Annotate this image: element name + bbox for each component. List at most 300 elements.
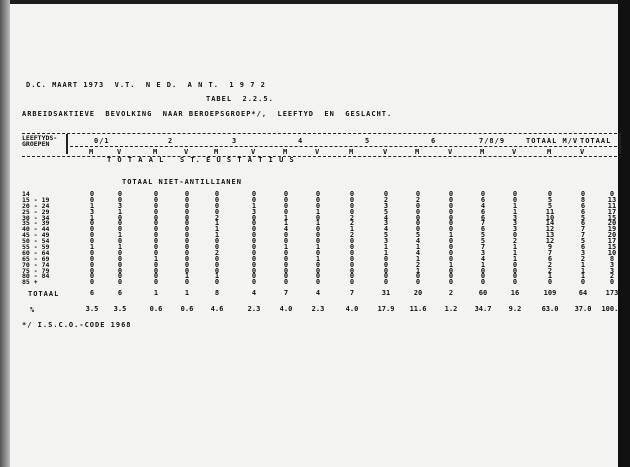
data-column — [247, 192, 261, 286]
table-cell: 0 — [89, 272, 95, 281]
table-title: ARBEIDSAKTIEVE BEVOLKING NAAR BEROEPSGROEP*/, LEEFTYD EN GESLACHT. — [22, 110, 393, 118]
column-percent: 3.5 — [113, 305, 127, 313]
header-divider — [66, 134, 68, 154]
sex-header: M — [415, 148, 421, 156]
table-cell: 1 — [184, 272, 190, 281]
column-total: 173 — [605, 289, 619, 297]
table-cell: 0 — [448, 254, 454, 263]
table-cell: 0 — [89, 254, 95, 263]
table-cell: 0 — [349, 254, 355, 263]
table-cell: 13 — [607, 195, 617, 204]
data-column — [411, 192, 425, 286]
column-total: 20 — [413, 289, 423, 297]
column-percent: 0.6 — [149, 305, 163, 313]
table-cell: 0 — [153, 207, 159, 216]
table-cell: 0 — [512, 272, 518, 281]
table-cell: 0 — [117, 248, 123, 257]
age-group-label: 80 - 84 — [22, 272, 50, 281]
data-column — [576, 192, 590, 286]
age-group-label: 20 - 24 — [22, 201, 50, 210]
table-cell: 0 — [315, 237, 321, 246]
header-rule-mid — [70, 146, 622, 147]
table-cell: 0 — [184, 278, 190, 287]
table-cell: 1 — [283, 219, 289, 228]
table-cell: 1 — [448, 231, 454, 240]
table-cell: 0 — [184, 201, 190, 210]
footnote: */ I.S.C.O.-CODE 1968 — [22, 321, 132, 329]
column-group-header: TOTAAL M/V — [526, 137, 579, 145]
table-cell: 1 — [580, 260, 586, 269]
sex-header: V — [448, 148, 454, 156]
table-cell: 0 — [315, 231, 321, 240]
table-cell: 0 — [283, 237, 289, 246]
table-cell: 1 — [117, 231, 123, 240]
table-cell: 0 — [349, 195, 355, 204]
age-group-label: 70 - 74 — [22, 260, 50, 269]
column-percent: 37.0 — [574, 305, 592, 313]
table-cell: 6 — [580, 243, 586, 252]
table-cell: 0 — [89, 278, 95, 287]
table-cell: 0 — [89, 231, 95, 240]
table-cell: 0 — [214, 237, 220, 246]
table-cell: 0 — [153, 272, 159, 281]
table-cell: 20 — [607, 219, 617, 228]
column-percent: 9.2 — [508, 305, 522, 313]
table-cell: 0 — [214, 207, 220, 216]
table-cell: 0 — [480, 278, 486, 287]
table-cell: 0 — [117, 278, 123, 287]
table-cell: 2 — [547, 266, 553, 275]
table-cell: 1 — [214, 272, 220, 281]
table-cell: 0 — [448, 225, 454, 234]
age-group-label: 40 - 44 — [22, 225, 50, 234]
sex-header: M — [214, 148, 220, 156]
table-cell: 0 — [315, 201, 321, 210]
table-cell: 1 — [117, 207, 123, 216]
table-cell: 0 — [283, 190, 289, 198]
table-cell: 0 — [383, 266, 389, 275]
table-cell: 0 — [512, 278, 518, 287]
table-cell: 0 — [117, 254, 123, 263]
table-cell: 2 — [580, 254, 586, 263]
age-group-label: 65 - 69 — [22, 254, 50, 263]
table-cell: 0 — [448, 243, 454, 252]
table-cell: 0 — [283, 195, 289, 204]
table-cell: 0 — [283, 254, 289, 263]
table-cell: 0 — [117, 272, 123, 281]
table-cell: 0 — [251, 248, 257, 257]
table-cell: 0 — [283, 231, 289, 240]
table-cell: 0 — [214, 190, 220, 198]
table-cell: 1 — [214, 219, 220, 228]
column-percent: 2.3 — [311, 305, 325, 313]
column-percent: 4.0 — [345, 305, 359, 313]
table-cell: 0 — [580, 278, 586, 287]
table-cell: 0 — [153, 260, 159, 269]
table-cell: 0 — [349, 207, 355, 216]
table-cell: 0 — [251, 272, 257, 281]
table-cell: 4 — [415, 248, 421, 257]
table-cell: 3 — [383, 219, 389, 228]
table-cell: 0 — [153, 243, 159, 252]
table-cell: 3 — [383, 201, 389, 210]
column-percent: 63.0 — [541, 305, 559, 313]
table-cell: 0 — [512, 231, 518, 240]
table-cell: 0 — [214, 195, 220, 204]
table-cell: 6 — [547, 254, 553, 263]
table-cell: 0 — [89, 248, 95, 257]
table-cell: 0 — [251, 213, 257, 222]
data-column — [444, 192, 458, 286]
table-cell: 3 — [89, 207, 95, 216]
table-cell: 0 — [251, 190, 257, 198]
data-column — [149, 192, 163, 286]
table-cell: 0 — [315, 225, 321, 234]
column-total: 1 — [184, 289, 190, 297]
table-cell: 1 — [214, 225, 220, 234]
table-cell: 0 — [349, 248, 355, 257]
table-cell: 1 — [448, 260, 454, 269]
table-cell: 0 — [251, 278, 257, 287]
table-cell: 6 — [480, 213, 486, 222]
column-group-header: 0/1 — [94, 137, 110, 145]
table-cell: 0 — [415, 225, 421, 234]
table-cell: 0 — [415, 201, 421, 210]
table-cell: 0 — [349, 266, 355, 275]
table-cell: 0 — [153, 219, 159, 228]
table-cell: 0 — [184, 237, 190, 246]
section-title: T O T A A L S T. E U S T A T I U S — [107, 156, 295, 164]
table-cell: 13 — [545, 231, 555, 240]
table-cell: 0 — [315, 195, 321, 204]
table-cell: 1 — [512, 243, 518, 252]
table-cell: 0 — [251, 237, 257, 246]
table-cell: 2 — [383, 195, 389, 204]
table-cell: 0 — [480, 190, 486, 198]
table-cell: 0 — [547, 190, 553, 198]
column-percent: 0.6 — [180, 305, 194, 313]
table-cell: 0 — [547, 278, 553, 287]
table-cell: 0 — [153, 266, 159, 275]
table-cell: 1 — [415, 266, 421, 275]
column-group-header: 3 — [232, 137, 238, 145]
table-cell: 0 — [184, 260, 190, 269]
table-cell: 0 — [117, 237, 123, 246]
table-cell: 1 — [315, 243, 321, 252]
table-cell: 1 — [480, 260, 486, 269]
column-percent: 4.6 — [210, 305, 224, 313]
table-cell: 0 — [349, 272, 355, 281]
table-cell: 8 — [580, 195, 586, 204]
table-cell: 0 — [184, 213, 190, 222]
table-cell: 0 — [184, 207, 190, 216]
table-cell: 0 — [153, 201, 159, 210]
table-cell: 0 — [283, 266, 289, 275]
data-column — [476, 192, 490, 286]
table-cell: 5 — [480, 231, 486, 240]
table-cell: 0 — [251, 225, 257, 234]
age-group-label: 55 - 59 — [22, 243, 50, 252]
table-cell: 4 — [283, 225, 289, 234]
table-cell: 0 — [184, 190, 190, 198]
table-cell: 0 — [89, 260, 95, 269]
column-percent: 1.2 — [444, 305, 458, 313]
table-cell: 0 — [283, 207, 289, 216]
row-header-line1: LEEFTYDS- — [22, 134, 58, 142]
table-cell: 3 — [251, 207, 257, 216]
table-cell: 0 — [448, 190, 454, 198]
table-cell: 0 — [512, 195, 518, 204]
table-cell: 0 — [251, 260, 257, 269]
column-percent: 2.3 — [247, 305, 261, 313]
table-cell: 0 — [251, 254, 257, 263]
data-column — [345, 192, 359, 286]
table-cell: 0 — [415, 272, 421, 281]
table-cell: 7 — [547, 248, 553, 257]
table-cell: 0 — [609, 190, 615, 198]
table-cell: 6 — [480, 195, 486, 204]
table-cell: 0 — [512, 190, 518, 198]
scan-left-edge — [0, 0, 10, 467]
table-cell: 0 — [117, 195, 123, 204]
table-cell: 0 — [153, 225, 159, 234]
table-cell: 0 — [153, 278, 159, 287]
table-cell: 0 — [89, 225, 95, 234]
column-total: 8 — [214, 289, 220, 297]
table-cell: 0 — [480, 272, 486, 281]
data-column — [508, 192, 522, 286]
table-cell: 0 — [315, 213, 321, 222]
table-cell: 1 — [547, 272, 553, 281]
table-cell: 0 — [283, 260, 289, 269]
data-column — [180, 192, 194, 286]
table-cell: 0 — [283, 248, 289, 257]
table-cell: 0 — [349, 243, 355, 252]
table-cell: 0 — [512, 266, 518, 275]
age-group-label: 50 - 54 — [22, 237, 50, 246]
column-percent: 3.5 — [85, 305, 99, 313]
table-cell: 12 — [545, 237, 555, 246]
table-cell: 11 — [545, 207, 555, 216]
table-cell: 0 — [448, 201, 454, 210]
table-cell: 5 — [547, 201, 553, 210]
data-column — [210, 192, 224, 286]
table-cell: 5 — [547, 195, 553, 204]
table-number: TABEL 2.2.5. — [206, 95, 274, 103]
row-header — [22, 135, 57, 147]
table-cell: 0 — [153, 195, 159, 204]
table-cell: 0 — [184, 231, 190, 240]
table-cell: 0 — [448, 207, 454, 216]
table-cell: 1 — [415, 254, 421, 263]
table-cell: 11 — [607, 201, 617, 210]
table-cell: 0 — [89, 190, 95, 198]
table-cell: 8 — [609, 254, 615, 263]
table-cell: 7 — [480, 219, 486, 228]
sex-header: V — [251, 148, 257, 156]
table-cell: 1 — [383, 248, 389, 257]
table-cell: 1 — [580, 266, 586, 275]
scan-right-edge — [618, 0, 630, 467]
table-cell: 4 — [415, 237, 421, 246]
table-cell: 0 — [283, 278, 289, 287]
column-total: 109 — [543, 289, 557, 297]
age-group-label: 85 + — [22, 278, 38, 287]
table-cell: 5 — [580, 213, 586, 222]
column-total: 6 — [89, 289, 95, 297]
table-cell: 2 — [547, 260, 553, 269]
table-cell: 3 — [383, 237, 389, 246]
table-cell: 17 — [607, 237, 617, 246]
total-label: TOTAAL — [28, 290, 60, 298]
table-cell: 0 — [415, 213, 421, 222]
age-group-label: 30 - 34 — [22, 213, 50, 222]
table-cell: 0 — [89, 237, 95, 246]
table-cell: 0 — [415, 219, 421, 228]
table-cell: 1 — [512, 248, 518, 257]
data-column — [311, 192, 325, 286]
column-total: 7 — [349, 289, 355, 297]
table-cell: 17 — [607, 207, 617, 216]
table-cell: 6 — [580, 201, 586, 210]
table-cell: 0 — [153, 213, 159, 222]
table-cell: 0 — [283, 201, 289, 210]
table-cell: 0 — [184, 225, 190, 234]
table-cell: 0 — [349, 237, 355, 246]
table-cell: 0 — [383, 254, 389, 263]
table-cell: 1 — [117, 243, 123, 252]
table-cell: 2 — [512, 237, 518, 246]
age-group-labels — [22, 192, 49, 286]
table-cell: 0 — [315, 272, 321, 281]
table-cell: 14 — [545, 219, 555, 228]
table-cell: 1 — [512, 201, 518, 210]
column-total: 16 — [510, 289, 520, 297]
table-cell: 5 — [415, 231, 421, 240]
table-cell: 0 — [448, 237, 454, 246]
table-cell: 0 — [609, 278, 615, 287]
sex-header: V — [580, 148, 586, 156]
table-cell: 1 — [512, 207, 518, 216]
table-cell: 0 — [448, 272, 454, 281]
table-cell: 0 — [448, 248, 454, 257]
table-cell: 0 — [89, 266, 95, 275]
age-group-label: 25 - 29 — [22, 207, 50, 216]
table-cell: 4 — [480, 201, 486, 210]
table-cell: 0 — [117, 219, 123, 228]
table-cell: 19 — [607, 225, 617, 234]
table-cell: 15 — [607, 213, 617, 222]
table-cell: 0 — [89, 219, 95, 228]
table-cell: 3 — [580, 248, 586, 257]
age-group-label: 15 - 19 — [22, 195, 50, 204]
table-cell: 0 — [184, 219, 190, 228]
sex-header: M — [283, 148, 289, 156]
table-cell: 3 — [117, 201, 123, 210]
table-cell: 3 — [609, 260, 615, 269]
sex-header: M — [547, 148, 553, 156]
table-cell: 1 — [349, 225, 355, 234]
table-cell: 3 — [512, 225, 518, 234]
table-cell: 7 — [580, 225, 586, 234]
table-cell: 5 — [383, 207, 389, 216]
sex-header: M — [480, 148, 486, 156]
table-cell: 2 — [214, 248, 220, 257]
table-cell: 10 — [545, 213, 555, 222]
table-cell: 0 — [153, 248, 159, 257]
table-cell: 1 — [415, 243, 421, 252]
table-cell: 2 — [349, 231, 355, 240]
sex-header: V — [117, 148, 123, 156]
column-total: 60 — [478, 289, 488, 297]
table-cell: 0 — [153, 190, 159, 198]
table-cell: 0 — [251, 231, 257, 240]
table-cell: 0 — [315, 248, 321, 257]
table-cell: 2 — [609, 272, 615, 281]
table-cell: 0 — [315, 266, 321, 275]
age-group-label: 14 — [22, 190, 30, 198]
table-cell: 3 — [480, 248, 486, 257]
column-total: 2 — [448, 289, 454, 297]
table-cell: 6 — [480, 225, 486, 234]
table-cell: 0 — [214, 243, 220, 252]
column-total: 1 — [153, 289, 159, 297]
table-cell: 1 — [214, 231, 220, 240]
table-cell: 0 — [184, 195, 190, 204]
table-cell: 1 — [580, 272, 586, 281]
table-cell: 1 — [283, 213, 289, 222]
table-cell: 20 — [607, 231, 617, 240]
table-cell: 0 — [117, 266, 123, 275]
table-cell: 6 — [480, 207, 486, 216]
table-cell: 0 — [448, 195, 454, 204]
table-cell: 6 — [580, 219, 586, 228]
column-percent: 4.0 — [279, 305, 293, 313]
table-cell: 3 — [609, 266, 615, 275]
sex-header: V — [184, 148, 190, 156]
table-cell: 0 — [448, 266, 454, 275]
column-group-header: 4 — [298, 137, 304, 145]
table-cell: 0 — [448, 278, 454, 287]
table-cell: 0 — [251, 266, 257, 275]
table-cell: 0 — [315, 278, 321, 287]
header-divider-right — [619, 134, 621, 154]
table-cell: 1 — [89, 201, 95, 210]
data-column — [85, 192, 99, 286]
table-cell: 0 — [251, 243, 257, 252]
table-cell: 0 — [117, 225, 123, 234]
table-cell: 1 — [315, 219, 321, 228]
table-cell: 2 — [214, 213, 220, 222]
table-cell: 2 — [415, 260, 421, 269]
table-cell: 15 — [607, 243, 617, 252]
table-cell: 0 — [214, 278, 220, 287]
column-group-header: 2 — [168, 137, 174, 145]
table-cell: 0 — [117, 260, 123, 269]
table-cell: 3 — [512, 219, 518, 228]
data-column — [113, 192, 127, 286]
column-total: 4 — [315, 289, 321, 297]
table-cell: 4 — [383, 213, 389, 222]
table-cell: 4 — [480, 254, 486, 263]
table-cell: 0 — [214, 266, 220, 275]
table-cell: 0 — [153, 231, 159, 240]
table-cell: 0 — [214, 260, 220, 269]
table-cell: 4 — [383, 225, 389, 234]
column-percent: 17.9 — [377, 305, 395, 313]
table-cell: 0 — [383, 260, 389, 269]
table-cell: 0 — [315, 190, 321, 198]
